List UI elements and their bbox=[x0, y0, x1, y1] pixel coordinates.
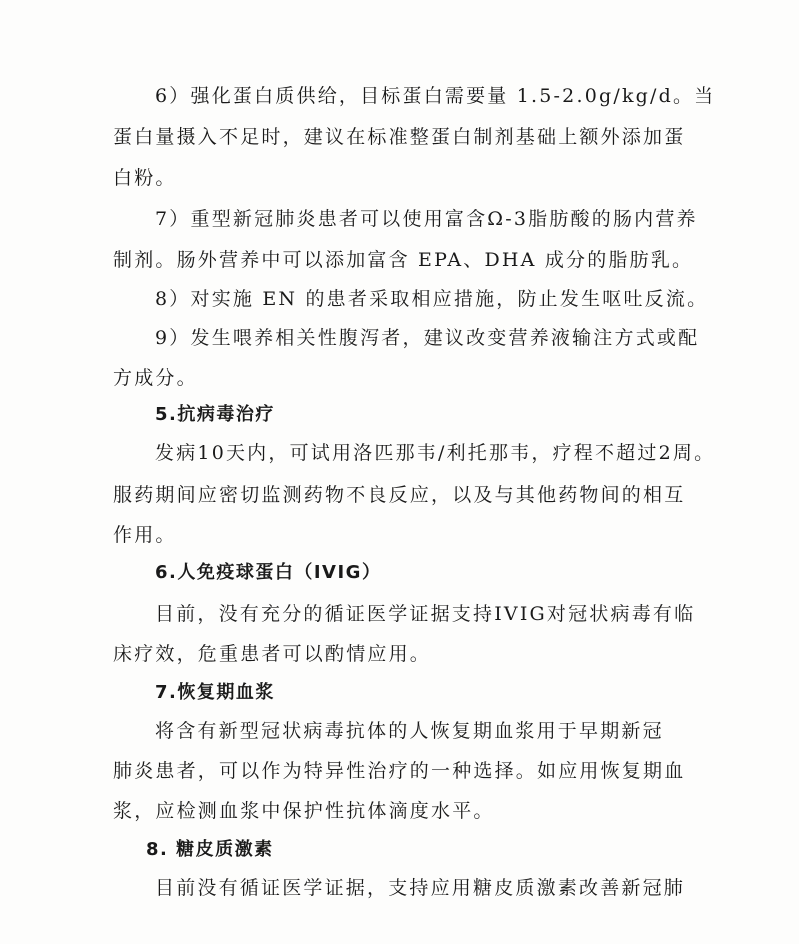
text-line: 作用。 bbox=[113, 524, 177, 546]
text-line: 方成分。 bbox=[113, 367, 198, 389]
section-heading: 6.人免疫球蛋白（IVIG） bbox=[155, 562, 382, 583]
text-line: 6）强化蛋白质供给，目标蛋白需要量 1.5-2.0g/kg/d。当 bbox=[155, 85, 716, 107]
text-line: 7）重型新冠肺炎患者可以使用富含Ω-3脂肪酸的肠内营养 bbox=[155, 208, 698, 230]
text-line: 目前没有循证医学证据，支持应用糖皮质激素改善新冠肺 bbox=[155, 877, 686, 899]
section-heading: 8. 糖皮质激素 bbox=[146, 839, 274, 860]
text-line: 将含有新型冠状病毒抗体的人恢复期血浆用于早期新冠 bbox=[155, 720, 664, 742]
text-line: 肺炎患者，可以作为特异性治疗的一种选择。如应用恢复期血 bbox=[113, 760, 686, 782]
text-line: 制剂。肠外营养中可以添加富含 EPA、DHA 成分的脂肪乳。 bbox=[113, 249, 694, 271]
text-line: 白粉。 bbox=[113, 167, 177, 189]
text-line: 浆，应检测血浆中保护性抗体滴度水平。 bbox=[113, 800, 495, 822]
text-line: 服药期间应密切监测药物不良反应，以及与其他药物间的相互 bbox=[113, 484, 686, 506]
section-heading: 7.恢复期血浆 bbox=[155, 682, 275, 703]
text-line: 床疗效，危重患者可以酌情应用。 bbox=[113, 643, 432, 665]
text-line: 8）对实施 EN 的患者采取相应措施，防止发生呕吐反流。 bbox=[155, 288, 709, 310]
section-heading: 5.抗病毒治疗 bbox=[155, 404, 275, 425]
text-line: 发病10天内，可试用洛匹那韦/利托那韦，疗程不超过2周。 bbox=[155, 442, 716, 464]
text-line: 目前，没有充分的循证医学证据支持IVIG对冠状病毒有临 bbox=[155, 603, 696, 625]
text-line: 蛋白量摄入不足时，建议在标准整蛋白制剂基础上额外添加蛋 bbox=[113, 126, 686, 148]
text-line: 9）发生喂养相关性腹泻者，建议改变营养液输注方式或配 bbox=[155, 327, 700, 349]
